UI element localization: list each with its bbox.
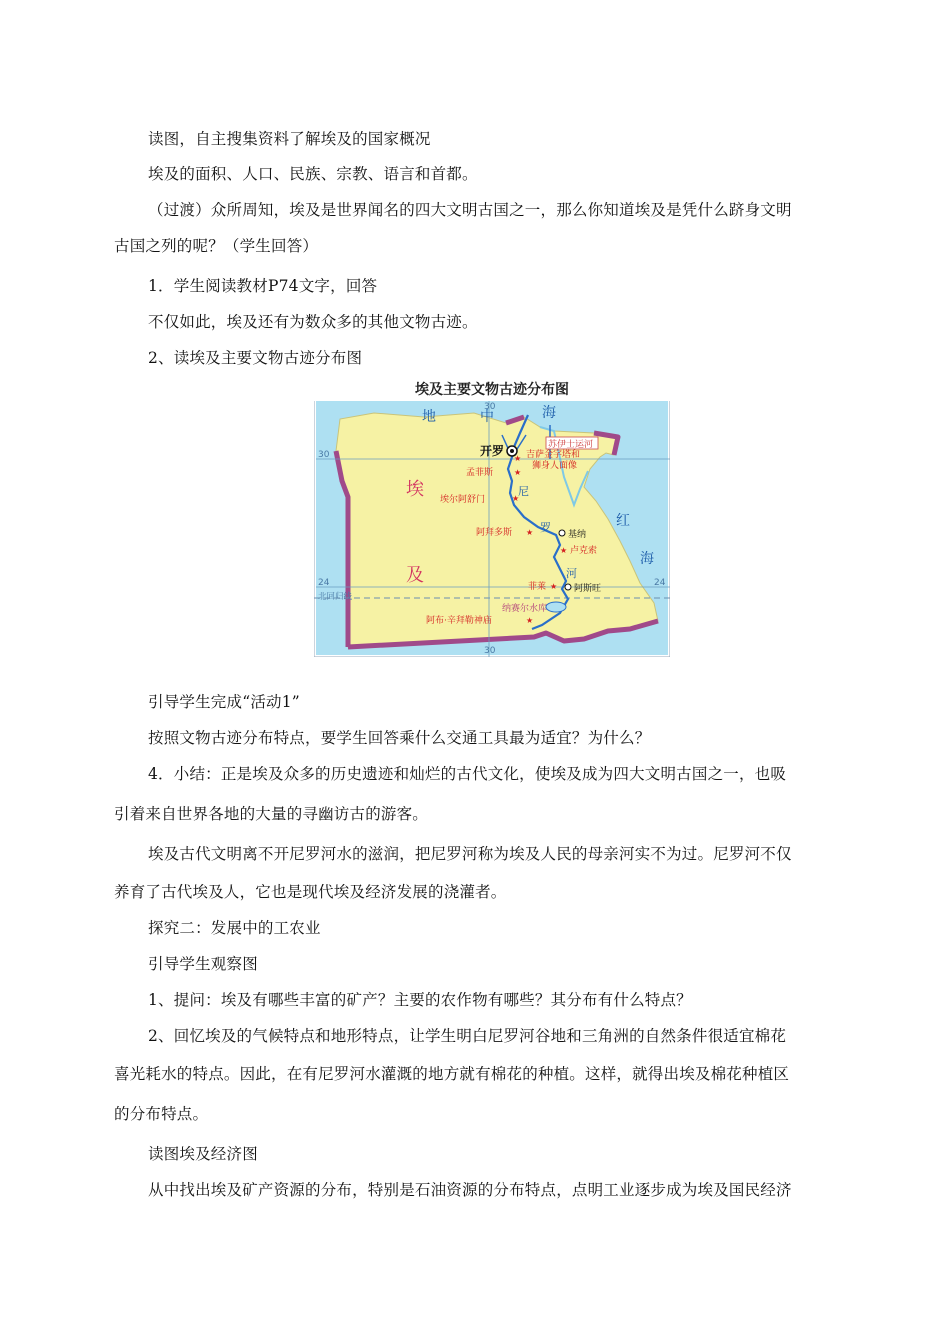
egypt-heritage-map xyxy=(314,377,670,657)
paragraph: 按照文物古迹分布特点，要学生回答乘什么交通工具最为适宜？为什么？ xyxy=(148,729,651,747)
paragraph: 2、读埃及主要文物古迹分布图 xyxy=(148,349,363,367)
site-marker: ★ xyxy=(526,528,534,537)
site-marker: ★ xyxy=(514,468,522,477)
site-label-ashmunein: 埃尔阿舒门 xyxy=(440,495,486,505)
town-marker xyxy=(559,530,565,536)
lake-label: 纳赛尔水库 xyxy=(502,604,548,614)
capital-label: 开罗 xyxy=(480,444,505,458)
site-label-giza-1: 吉萨金字塔和 xyxy=(526,450,581,460)
sea-label-1: 地 xyxy=(422,409,436,425)
sea-label-3: 海 xyxy=(542,405,556,421)
paragraph: （过渡）众所周知，埃及是世界闻名的四大文明古国之一，那么你知道埃及是凭什么跻身文明 xyxy=(148,201,792,219)
paragraph: 探究二：发展中的工农业 xyxy=(148,919,321,937)
river-label-2: 罗 xyxy=(540,521,551,534)
paragraph: 喜光耗水的特点。因此，在有尼罗河水灌溉的地方就有棉花的种植。这样，就得出埃及棉花种植区 xyxy=(114,1065,790,1083)
site-label-philae: 菲莱 xyxy=(528,582,547,592)
map-graphic xyxy=(314,377,670,657)
paragraph: 引着来自世界各地的大量的寻幽访古的游客。 xyxy=(114,805,429,823)
paragraph: 养育了古代埃及人，它也是现代埃及经济发展的浇灌者。 xyxy=(114,883,507,901)
site-marker: ★ xyxy=(526,616,534,625)
river-label-1: 尼 xyxy=(518,485,529,498)
paragraph: 的分布特点。 xyxy=(114,1105,209,1123)
paragraph: 古国之列的呢？（学生回答） xyxy=(114,237,319,255)
coord-label-left-30: 30 xyxy=(318,450,330,460)
paragraph: 读图埃及经济图 xyxy=(148,1145,258,1163)
paragraph: 引导学生观察图 xyxy=(148,955,258,973)
coord-label-top: 30 xyxy=(484,402,496,412)
tropic-label: 北回归线 xyxy=(318,592,353,602)
site-marker: ★ xyxy=(550,582,558,591)
town-marker xyxy=(565,584,571,590)
paragraph: 引导学生完成“活动1” xyxy=(148,693,300,711)
coord-label-bottom: 30 xyxy=(484,646,496,656)
canal-label: 苏伊士运河 xyxy=(548,440,594,450)
sea-label-2: 中 xyxy=(480,409,494,425)
paragraph: 1．学生阅读教材P74文字，回答 xyxy=(148,277,378,295)
site-label-memphis: 孟菲斯 xyxy=(466,468,494,478)
country-label-2: 及 xyxy=(406,565,424,586)
town-label-qena: 基纳 xyxy=(568,530,587,540)
paragraph: 读图，自主搜集资料了解埃及的国家概况 xyxy=(148,130,431,148)
site-marker: ★ xyxy=(560,546,568,555)
site-label-giza-2: 狮身人面像 xyxy=(532,461,578,471)
coord-label-right-24: 24 xyxy=(654,578,666,588)
paragraph: 1、提问：埃及有哪些丰富的矿产？主要的农作物有哪些？其分布有什么特点？ xyxy=(148,991,692,1009)
red-sea-label-1: 红 xyxy=(616,513,630,529)
site-label-abydos: 阿拜多斯 xyxy=(476,528,513,538)
paragraph: 不仅如此，埃及还有为数众多的其他文物古迹。 xyxy=(148,313,478,331)
lake-nasser-shape xyxy=(546,602,566,612)
red-sea-label-2: 海 xyxy=(640,551,654,567)
paragraph: 2、回忆埃及的气候特点和地形特点，让学生明白尼罗河谷地和三角洲的自然条件很适宜棉花 xyxy=(148,1027,787,1045)
site-label-abu-simbel: 阿布·辛拜勒神庙 xyxy=(426,616,492,626)
site-marker: ★ xyxy=(512,494,520,503)
map-title: 埃及主要文物古迹分布图 xyxy=(415,382,569,398)
paragraph: 埃及的面积、人口、民族、宗教、语言和首都。 xyxy=(148,165,478,183)
site-label-luxor: 卢克索 xyxy=(570,546,598,556)
site-marker: ★ xyxy=(514,454,522,463)
paragraph: 从中找出埃及矿产资源的分布，特别是石油资源的分布特点，点明工业逐步成为埃及国民经济 xyxy=(148,1181,792,1199)
paragraph: 4．小结：正是埃及众多的历史遗迹和灿烂的古代文化，使埃及成为四大文明古国之一，也吸 xyxy=(148,765,787,783)
coord-label-left-24: 24 xyxy=(318,578,330,588)
river-label-3: 河 xyxy=(566,567,577,580)
paragraph: 埃及古代文明离不开尼罗河水的滋润，把尼罗河称为埃及人民的母亲河实不为过。尼罗河不仅 xyxy=(148,845,792,863)
country-label-1: 埃 xyxy=(406,479,424,500)
town-label-aswan: 阿斯旺 xyxy=(574,584,602,594)
